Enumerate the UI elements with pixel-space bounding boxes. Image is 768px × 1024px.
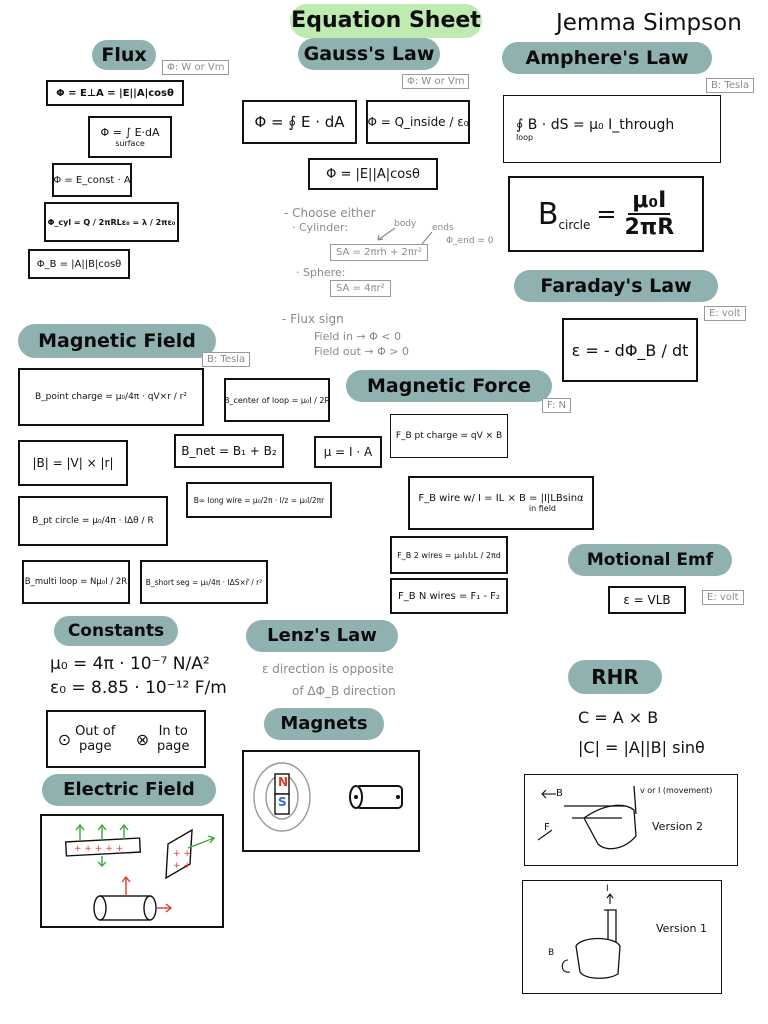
rhr-v1-i-label: I <box>606 884 609 894</box>
mf-eq-point-charge: B_point charge = μ₀/4π · qV×r / r² <box>18 368 204 426</box>
mf-eq-point-circle: B_pt circle = μ₀/4π · IΔθ / R <box>18 496 168 546</box>
rhr-heading: RHR <box>568 660 662 694</box>
svg-text:+ + + + +: + + + + + <box>74 844 124 854</box>
mf-eq-multi-loop: B_multi loop = Nμ₀I / 2R <box>22 560 130 604</box>
gauss-field-in: Field in → Φ < 0 <box>314 330 401 343</box>
flux-heading: Flux <box>92 40 156 70</box>
lenz-line2: of ΔΦ_B direction <box>292 684 396 698</box>
rhr-v2-v-label: v or I (movement) <box>640 786 713 795</box>
svg-text:+ +: + + <box>173 849 191 859</box>
mf-eq-center-loop: B_center of loop = μ₀I / 2R <box>224 378 330 422</box>
mforce-eq-wire: F_B wire w/ I = IL × B = |I|LBsinα in field <box>408 476 594 530</box>
flux-eq5: Φ_B = |A||B|cosθ <box>28 249 130 279</box>
gauss-note-body: body <box>394 219 417 229</box>
gauss-sa-sphere: SA = 4πr² <box>330 280 391 297</box>
rhr-version2-label: Version 2 <box>652 820 703 833</box>
ampere-unit: B: Tesla <box>706 78 754 93</box>
ampere-eq1: ∮ B · dS = μ₀ I_through loop <box>503 95 721 163</box>
gauss-note-ends: ends <box>432 223 454 233</box>
gauss-heading: Gauss's Law <box>298 38 440 70</box>
rhr-v2-f-label: F <box>544 822 550 833</box>
gauss-field-out: Field out → Φ > 0 <box>314 345 409 358</box>
ampere-heading: Amphere's Law <box>502 42 712 74</box>
magnetic-force-heading: Magnetic Force <box>346 370 552 402</box>
gauss-note-end0: Φ_end = 0 <box>446 236 494 246</box>
gauss-eq1: Φ = ∮ E · dA <box>242 100 357 144</box>
ampere-eq2: B circle = $\frac{\text{μ₀I}}{2\pi R}$ <box>508 176 704 252</box>
gauss-unit: Φ: W or Vm <box>402 74 469 89</box>
constant-mu0: μ₀ = 4π · 10⁻⁷ N/A² <box>50 654 210 674</box>
gauss-eq3: Φ = |E||A|cosθ <box>308 158 438 190</box>
right-hand-version1-icon <box>522 880 722 994</box>
gauss-note-cylinder: · Cylinder: <box>292 221 349 234</box>
mf-eq-magnitude: |B| = |V| × |r| <box>18 440 128 486</box>
gauss-sa-cylinder: SA = 2πrh + 2πr² <box>330 244 428 261</box>
flux-eq4: Φ_cyl = Q / 2πRLε₀ = λ / 2πε₀ <box>44 202 179 242</box>
lenz-heading: Lenz's Law <box>246 620 398 652</box>
out-of-page-label: ⊙ Out of page <box>57 724 116 754</box>
flux-eq3: Φ = E_const · A <box>52 163 132 197</box>
mforce-eq-mu: μ = I · A <box>314 436 382 468</box>
flux-eq1: Φ = E⊥A = |E||A|cosθ <box>46 80 184 106</box>
electric-field-heading: Electric Field <box>42 774 216 806</box>
cross-circle-icon: ⊗ <box>135 729 150 749</box>
mforce-eq-n-wires: F_B N wires = F₁ - F₂ <box>390 578 508 614</box>
electric-field-diagram <box>40 814 224 928</box>
page-direction-box <box>46 710 206 768</box>
rhr-eq1: C = A × B <box>578 708 659 727</box>
magnetic-force-unit: F: N <box>542 398 571 413</box>
constant-epsilon0: ε₀ = 8.85 · 10⁻¹² F/m <box>50 678 227 698</box>
rhr-version1-label: Version 1 <box>656 922 707 935</box>
rhr-v2-b-label: B <box>556 788 563 799</box>
magnetic-field-heading: Magnetic Field <box>18 324 216 358</box>
magnetic-field-unit: B: Tesla <box>202 352 250 367</box>
rhr-eq2: |C| = |A||B| sinθ <box>578 738 705 757</box>
mf-eq-infinite-wire: B∞ long wire = μ₀/2π · I/z = μ₀I/2πr <box>186 482 332 518</box>
page-title: Equation Sheet <box>291 8 481 33</box>
magnet-north-label: N <box>278 775 289 789</box>
svg-text:+ +: + + <box>173 861 191 871</box>
faraday-unit: E: volt <box>704 306 746 321</box>
faraday-heading: Faraday's Law <box>514 270 718 302</box>
gauss-eq2: Φ = Q_inside / ε₀ <box>366 100 470 144</box>
magnet-field-lines-icon <box>242 750 420 852</box>
mf-eq-net: B_net = B₁ + B₂ <box>174 434 284 468</box>
gauss-note-sphere: · Sphere: <box>296 266 346 279</box>
mforce-eq-two-wires: F_B 2 wires = μ₀I₁I₂L / 2πd <box>390 536 508 574</box>
flux-unit: Φ: W or Vm <box>162 60 229 75</box>
constants-heading: Constants <box>54 616 178 646</box>
lenz-line1: ε direction is opposite <box>262 662 394 676</box>
faraday-eq: ε = - dΦ_B / dt <box>562 318 698 382</box>
gauss-flux-sign: - Flux sign <box>282 312 344 326</box>
motional-emf-unit: E: volt <box>702 590 744 605</box>
author-name: Jemma Simpson <box>556 10 742 36</box>
dot-circle-icon: ⊙ <box>57 729 72 749</box>
flux-eq2: Φ = ∫ E·dA surface <box>88 116 172 158</box>
mforce-eq-point-charge: F_B pt charge = qV × B <box>390 414 508 458</box>
mf-eq-short-segment: B_short seg = μ₀/4π · IΔS×r̂ / r² <box>140 560 268 604</box>
magnets-heading: Magnets <box>264 708 384 740</box>
into-page-label: ⊗ In to page <box>135 724 190 754</box>
motional-emf-heading: Motional Emf <box>568 544 732 576</box>
gauss-note-choose: - Choose either <box>284 206 376 220</box>
motional-emf-eq: ε = VLB <box>608 586 686 614</box>
magnet-south-label: S <box>278 795 287 809</box>
rhr-v1-b-label: B <box>548 948 555 958</box>
